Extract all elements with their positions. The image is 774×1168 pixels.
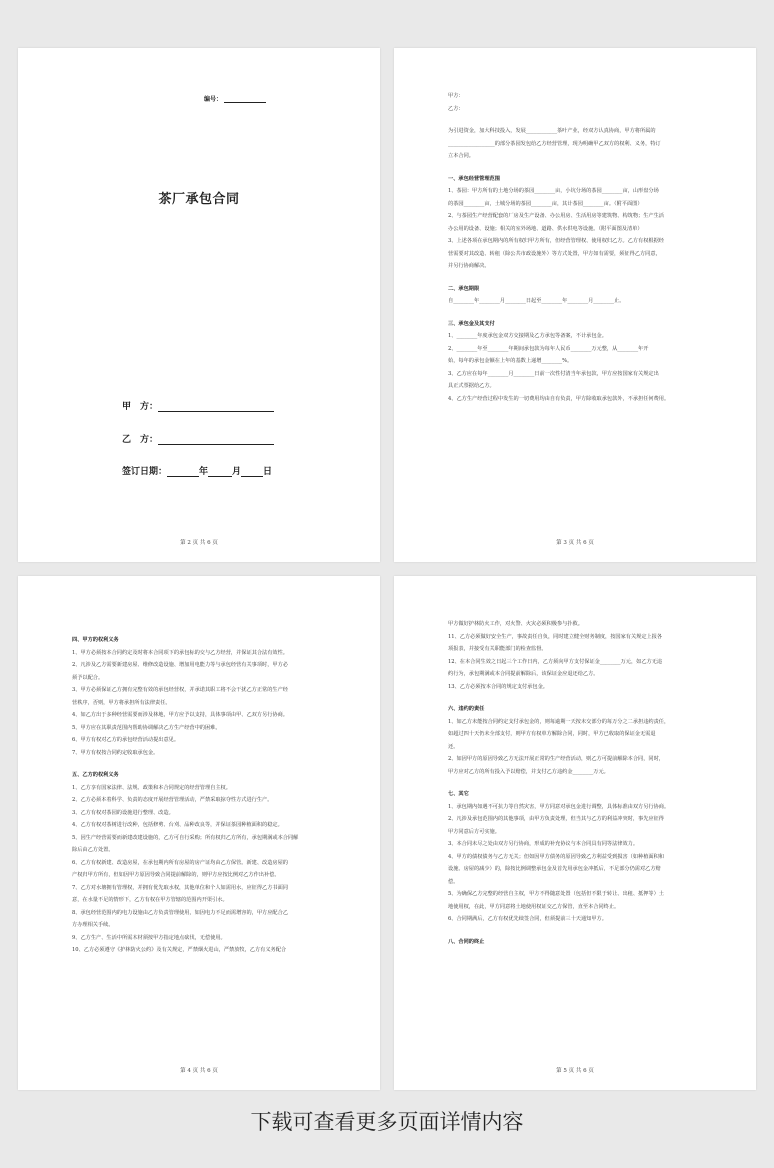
paragraph-gap — [448, 926, 702, 936]
text-line: 7、甲方有权按合同约定收取承包金。 — [72, 749, 159, 756]
text-line: 偿。 — [448, 878, 459, 885]
text-line: 3、乙方有权对茶园的设施进行整理、改造。 — [72, 809, 174, 816]
text-line: 2、凡涉及承包范围内的其他事项，由甲方负责处理，但当其与乙方的利益冲突时，事先应征得 — [448, 816, 664, 822]
text-line: 营秩序，否则，甲方将承担所有法律责任。 — [72, 699, 171, 706]
party-a-field — [122, 399, 274, 412]
text-line: 2、如因甲方的原因导致乙方无法开展正常的生产经营活动，则乙方可提前解除本合同，同时， — [448, 756, 664, 762]
text-line: 2、________年至________年期间承包款为每年人民币________万元整，从________年开 — [448, 345, 649, 352]
paragraph-gap — [448, 778, 702, 788]
text-line: 甲方同意后方可实施。 — [448, 828, 500, 835]
sign-date-field — [122, 464, 272, 477]
page-number: 第 3 页 共 6 页 — [556, 540, 594, 546]
contract-page-3 — [394, 48, 756, 562]
paragraph-gap — [448, 273, 702, 283]
year-label: 年 — [199, 467, 209, 477]
text-line: 5、因生产经营需要而新建改建设施的，乙方可自行采购；所有权归乙方所有，承包期满或本合同解 — [72, 834, 299, 841]
text-line: 10、乙方必须遵守《护林防火公约》及有关规定，严禁烟火进山，严禁放牧，乙方有义务配合 — [72, 947, 287, 953]
text-line: 立本合同。 — [448, 153, 474, 159]
text-line: 13、乙方必须按本合同的规定支付承包金。 — [448, 683, 548, 690]
text-line: 7、乙方对水塘拥有管理权，并拥有优先取水权，其他单位和个人如需用水，应征得乙方书面同 — [72, 884, 288, 891]
page-body — [448, 618, 702, 948]
text-line: 3、甲方必须保证乙方拥有完整有效的承包经营权，并承诺其职工将不会干扰乙方正常的生产经 — [72, 687, 288, 693]
text-line: 设施、房屋的减少）的，除按比例调整承包金及首先用承包金冲抵后，不足部分仍需对乙方赔 — [448, 866, 661, 872]
text-line: 1、如乙方未能按合同约定支付承包金的，则每逾期一天按未交部分的每万分之二承担违约责任， — [448, 718, 670, 725]
text-line: 11、乙方必须做好安全生产，事故责任自负，同时建立健全财务制度，按国家有关规定上报各 — [448, 633, 663, 640]
contract-page-5 — [394, 576, 756, 1090]
day-label: 日 — [263, 467, 273, 477]
text-line: 1、茶园：甲方所有的土地分场的茶园________亩，小坑分场的茶园________亩，山形盘分场 — [448, 188, 659, 194]
text-line: 并另行协商解决。 — [448, 263, 490, 269]
text-line: 8、承包经营范围内的电力设施由乙方负责管理使用，如因电力不足而需增容的，甲方应配合乙 — [72, 909, 288, 916]
text-line: 12、在本合同生效之日起三个工作日内，乙方须向甲方支付保证金________万元，如乙方无违 — [448, 658, 663, 665]
paragraph-gap — [448, 693, 702, 703]
text-line: 须予以配合。 — [72, 674, 104, 681]
year-blank — [167, 467, 199, 477]
page-number: 第 4 页 共 6 页 — [180, 1068, 218, 1074]
number-blank — [224, 95, 266, 103]
text-line: 乙方： — [448, 105, 464, 112]
number-label: 编号： — [204, 96, 223, 103]
text-line: 1、________年度承包金双方交接期及乙方承包等备案，不计承包金。 — [448, 333, 607, 339]
month-label: 月 — [232, 467, 242, 477]
party-b-label: 乙 方： — [122, 435, 159, 445]
text-line: 营需要对其改造、转租（除公共市政设施外）等方式处置，甲方如有需要，须征得乙方同意， — [448, 250, 661, 257]
text-line: 5、为确保乙方完整的经营自主权，甲方不得随意处置（包括但不限于转让、出租、抵押等）土 — [448, 891, 664, 897]
text-line: 除后由乙方处置。 — [72, 847, 114, 853]
text-line: 3、乙方应在每年________月________日前一次性付清当年承包款，甲方应按国家有关规定出 — [448, 370, 659, 377]
text-line: 约行为，承包期满或本合同提前解除后，该保证金应退还给乙方。 — [448, 671, 599, 677]
section-heading: 四、甲方的权利义务 — [72, 637, 119, 643]
section-heading: 六、违约的责任 — [448, 706, 485, 712]
text-line: 4、乙方有权对茶树进行改种，包括修剪、台刈、品种改良等，并保证茶园种植面积的稳定。 — [72, 822, 283, 828]
contract-page-4 — [18, 576, 380, 1090]
text-line: __________________的部分茶园发包给乙方经营管理，现为明确甲乙双方的权利、义务，特订 — [448, 140, 661, 147]
page-number: 第 2 页 共 6 页 — [180, 540, 218, 546]
text-line: 5、甲方应在其职责范围内帮助协调解决乙方生产经营中的困难。 — [72, 724, 221, 731]
download-caption: 下载可查看更多页面详情内容 — [250, 1110, 524, 1134]
party-a-label: 甲 方： — [122, 402, 159, 412]
text-line: 6、乙方有权新建、改造房屋，在承包期内所有房屋的房产证均由乙方保管。新建、改造房屋的 — [72, 859, 288, 866]
text-line: 1、承包期内如遇不可抗力等自然灾害，甲方同意对承包金进行调整，具体标准由双方另行协商。 — [448, 803, 670, 810]
contract-number — [204, 94, 266, 103]
sign-date-label: 签订日期： — [122, 467, 168, 477]
party-a-line — [158, 402, 274, 412]
section-heading: 五、乙方的权利义务 — [72, 772, 119, 778]
text-line: 2、与茶园生产经营配套的厂房及生产设备、办公用房、生活用房等建筑物、构筑物；生产生活 — [448, 213, 664, 219]
text-line: 地使用权，在此，甲方同意将土地使用权证交乙方保管，直至本合同终止。 — [448, 903, 620, 910]
text-line: 甲方做好护林防火工作，对火警、火灾必须积极参与扑救。 — [448, 621, 583, 627]
section-heading: 八、合同的终止 — [448, 938, 485, 945]
day-blank — [241, 467, 263, 477]
page-number: 第 5 页 共 6 页 — [556, 1068, 594, 1074]
section-heading: 二、承包期限 — [448, 285, 480, 292]
text-line: 6、甲方有权对乙方的承包经营活动提出意见。 — [72, 737, 180, 743]
text-line: 始，每年的承包金额在上年的基数上递增________%。 — [448, 358, 573, 364]
month-blank — [208, 467, 232, 477]
section-heading: 七、其它 — [448, 791, 469, 797]
contract-title: 茶厂承包合同 — [158, 192, 240, 207]
text-line: 9、乙方生产、生活中所需木材须按甲方指定地点砍伐，无偿使用。 — [72, 934, 226, 941]
text-line: 4、如乙方出于多种经营需要而涉及林地，甲方应予以支持，具体事项由甲、乙双方另行协商。 — [72, 712, 288, 718]
text-line: 甲方应对乙方的所有投入予以赔偿，并支付乙方违约金________万元。 — [448, 768, 609, 775]
text-line: 4、甲方的债权债务与乙方无关；但如因甲方债务的原因导致乙方利益受到损害（如种植面积和 — [448, 853, 664, 860]
text-line: 2、凡涉及乙方需要新建房屋、维修改造设施、增加用电能力等与承包经营有关事项时，甲方必 — [72, 662, 288, 668]
text-line: 意，在水量不足的情形下，乙方有权在甲方管辖的范围内开渠引水。 — [72, 897, 228, 903]
text-line: 1、乙方享有国家法律、法规、政策和本合同规定的经营管理自主权。 — [72, 784, 231, 791]
cover-page — [18, 48, 380, 562]
text-line: 4、乙方生产经营过程中发生的一切费用均由自有负责，甲方除收取承包款外，不承担任何费用。 — [448, 395, 670, 402]
text-line: 具正式票据给乙方。 — [448, 383, 495, 389]
text-line: 为引进资金，加大科技投入，发展____________茶叶产业，经双方认真协商，甲方将所属的 — [448, 128, 656, 134]
text-line: 2、乙方必须本着科学、负责的态度开展经营管理活动，严禁采取掠夺性方式进行生产。 — [72, 797, 273, 803]
text-line: 1、甲方必须按本合同约定及时将本合同项下的承包标的交与乙方经营，并保证其合法有效性。 — [72, 649, 288, 656]
text-line: 自________年________月________日起至________年________月________止。 — [448, 298, 625, 304]
text-line: 办公用的设备、设施；相关的室外场地、道路、供水供电等设施。（附平面图及清单） — [448, 225, 643, 232]
paragraph-gap — [448, 115, 702, 125]
text-line: 还。 — [448, 743, 459, 750]
text-line: 方办理相关手续。 — [72, 922, 114, 928]
text-line: 如超过四十天仍未全部支付，则甲方有权单方解除合同，同时，甲方已收取的保证金无需退 — [448, 731, 656, 737]
text-line: 3、本合同未尽之处由双方另行协商，形成的补充协议与本合同具有同等法律效力。 — [448, 841, 639, 847]
party-b-line — [158, 435, 274, 445]
page-body — [448, 90, 702, 405]
text-line: 甲方： — [448, 93, 464, 99]
party-b-field — [122, 432, 274, 445]
paragraph-gap — [448, 308, 702, 318]
text-line: 6、合同期满后，乙方有权优先续签合同，但须提前三十天通知甲方。 — [448, 916, 607, 922]
section-heading: 三、承包金及其支付 — [448, 320, 495, 327]
text-line: 的茶园________亩，土城分场的茶园________亩，其计茶园________亩。（附平面图） — [448, 200, 643, 207]
paragraph-gap — [72, 759, 326, 769]
text-line: 产权归甲方所有，但如因甲方原因导致合同提前解除的，则甲方应按比例对乙方作出补偿。 — [72, 872, 280, 878]
page-body — [72, 634, 326, 957]
section-heading: 一、承包经营管理范围 — [448, 175, 500, 182]
text-line: 项报表，并接受有关职能部门的检查监督。 — [448, 646, 547, 652]
paragraph-gap — [448, 163, 702, 173]
text-line: 3、上述各项在承包期内的所有权归甲方所有，但经营管理权、使用权归乙方。乙方有权根据经 — [448, 238, 664, 244]
